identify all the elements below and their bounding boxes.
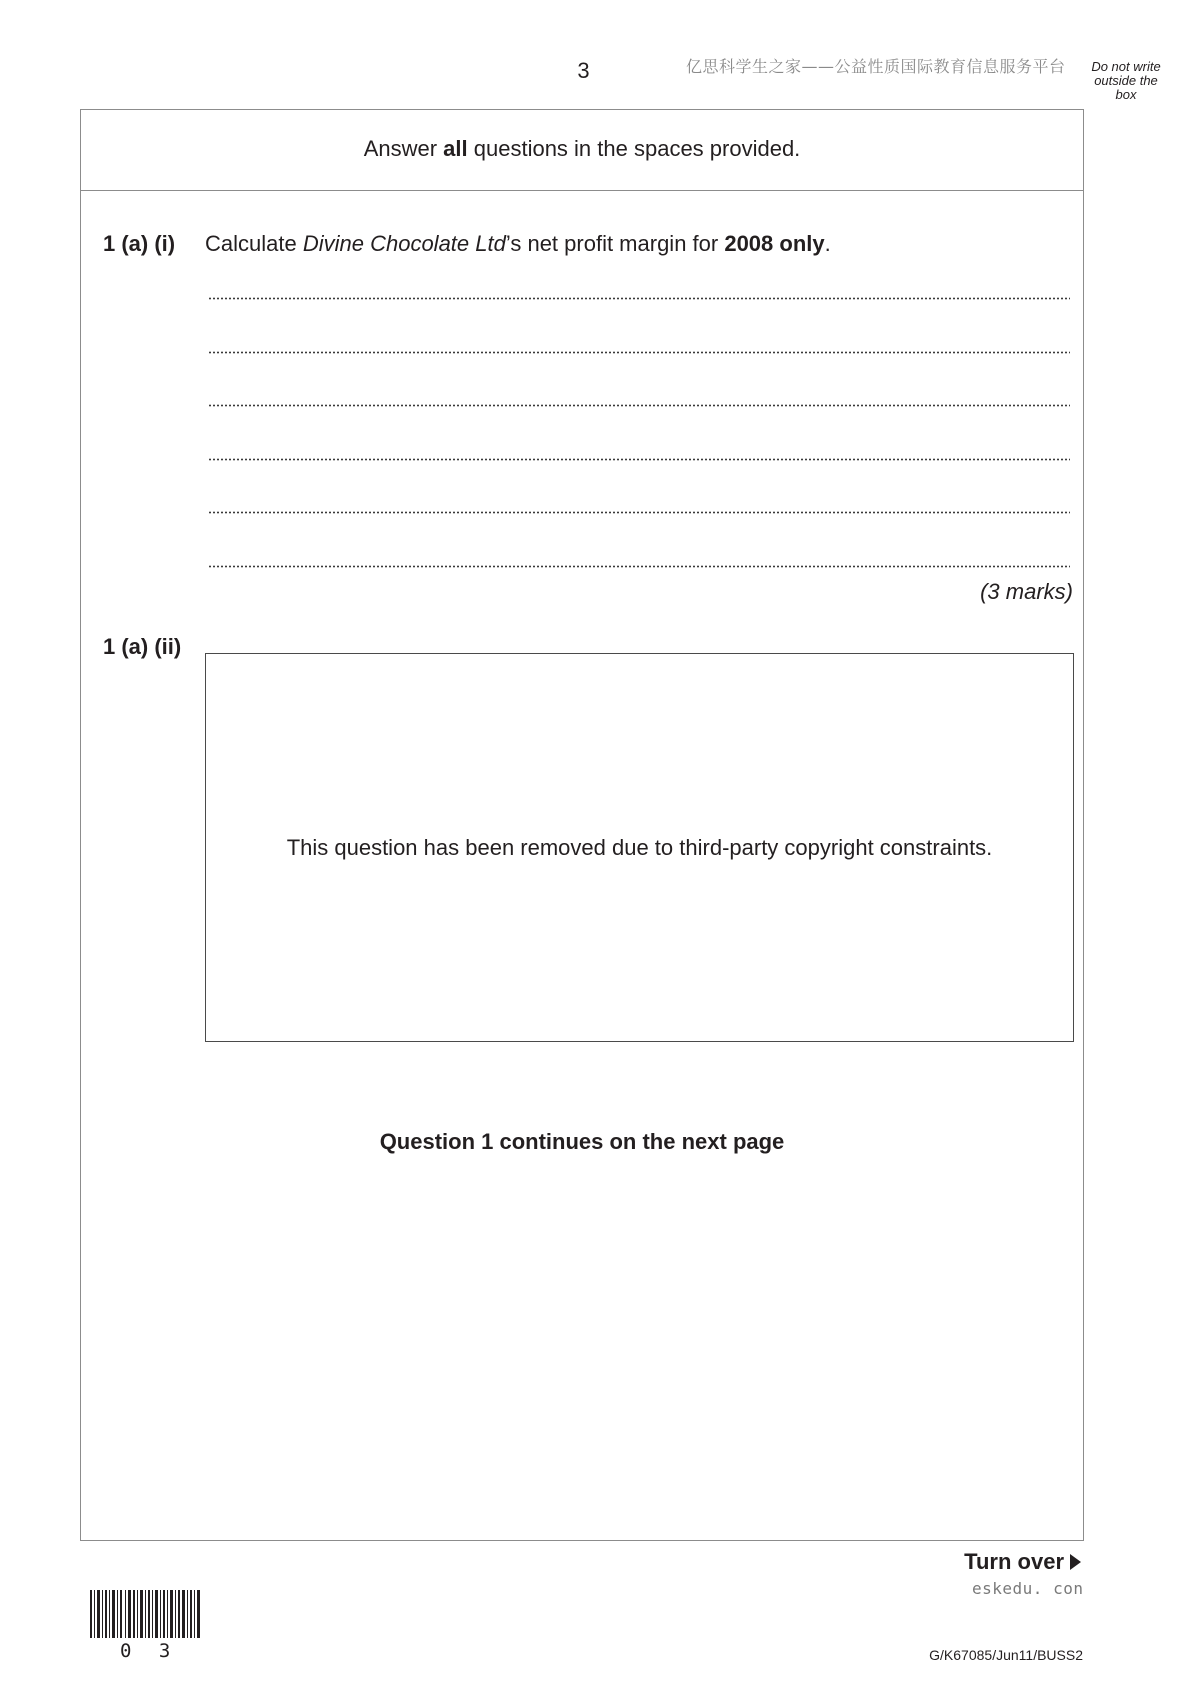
answer-line[interactable] [208,404,1070,407]
answer-line[interactable] [208,458,1070,461]
question-1aii-label: 1 (a) (ii) [103,634,182,659]
turn-over [964,1549,1081,1575]
question-bold-year: 2008 only [724,231,825,256]
company-name: Divine Chocolate Ltd [302,231,506,256]
instruction-line [80,136,1084,162]
arrow-right-icon [1070,1554,1081,1570]
turn-over-label: Turn over [964,1549,1064,1574]
copyright-notice-box [205,653,1074,1042]
watermark-text: 亿思科学生之家——公益性质国际教育信息服务平台 [686,57,1066,76]
continues-note: Question 1 continues on the next page [379,1129,785,1154]
question-1ai-label: 1 (a) (i) [103,231,176,256]
page-number: 3 [577,58,590,83]
instruction-suffix: questions in the spaces provided. [467,136,801,161]
exam-code: G/K67085/Jun11/BUSS2 [929,1647,1083,1663]
answer-line[interactable] [208,351,1070,354]
instruction-divider [80,190,1084,191]
question-text-middle: ’s net profit margin for [505,231,725,256]
instruction-prefix: Answer [363,136,444,161]
answer-line[interactable] [208,565,1070,568]
question-1ai-text [205,231,831,257]
question-text-end: . [824,231,831,256]
instruction-bold: all [443,136,468,161]
barcode-digits: 0 3 [120,1640,179,1662]
marks-label: (3 marks) [980,579,1073,604]
question-text-before: Calculate [205,231,303,256]
barcode-image [90,1590,200,1638]
site-mark: eskedu. con [972,1579,1084,1598]
answer-line[interactable] [208,297,1070,300]
copyright-notice-text: This question has been removed due to third-party copyright constraints. [286,834,993,860]
answer-line[interactable] [208,511,1070,514]
margin-note: Do not write outside the box [1091,59,1161,102]
